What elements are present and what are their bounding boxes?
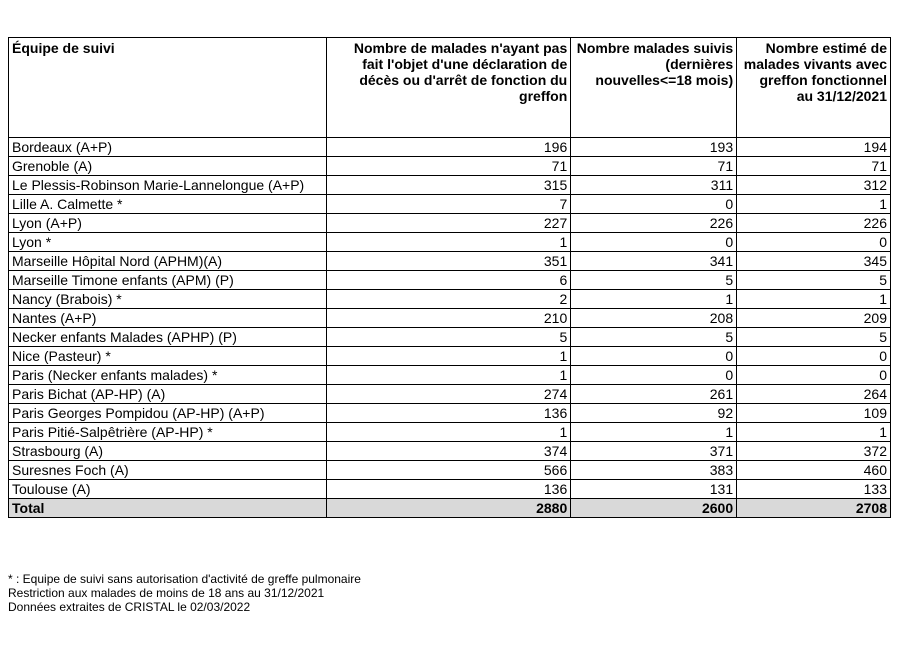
cell-estimated-alive: 312: [737, 176, 891, 195]
table-row: [9, 366, 891, 385]
follow-up-table: [8, 37, 891, 518]
table-row: [9, 347, 891, 366]
cell-estimated-alive: 1: [737, 423, 891, 442]
cell-estimated-alive: 460: [737, 461, 891, 480]
cell-team: Nice (Pasteur) *: [9, 347, 327, 366]
cell-not-declared: 1: [326, 366, 571, 385]
table-body: [9, 138, 891, 518]
table-row: [9, 423, 891, 442]
cell-estimated-alive: 0: [737, 347, 891, 366]
cell-team: Paris Georges Pompidou (AP-HP) (A+P): [9, 404, 327, 423]
cell-team: Paris (Necker enfants malades) *: [9, 366, 327, 385]
cell-team: Paris Pitié-Salpêtrière (AP-HP) *: [9, 423, 327, 442]
cell-team: Suresnes Foch (A): [9, 461, 327, 480]
cell-estimated-alive: 194: [737, 138, 891, 157]
cell-not-declared: 351: [326, 252, 571, 271]
cell-estimated-alive: 0: [737, 366, 891, 385]
cell-not-declared: 2880: [326, 499, 571, 518]
cell-team: Strasbourg (A): [9, 442, 327, 461]
cell-followed: 5: [571, 328, 737, 347]
cell-estimated-alive: 0: [737, 233, 891, 252]
table-row: [9, 176, 891, 195]
footnotes: [8, 572, 361, 614]
cell-not-declared: 196: [326, 138, 571, 157]
cell-not-declared: 315: [326, 176, 571, 195]
cell-not-declared: 227: [326, 214, 571, 233]
table-row: [9, 404, 891, 423]
cell-followed: 71: [571, 157, 737, 176]
cell-team: Lyon (A+P): [9, 214, 327, 233]
cell-not-declared: 1: [326, 347, 571, 366]
cell-not-declared: 5: [326, 328, 571, 347]
cell-not-declared: 210: [326, 309, 571, 328]
cell-not-declared: 1: [326, 423, 571, 442]
table-row: [9, 195, 891, 214]
cell-not-declared: 1: [326, 233, 571, 252]
table-row: [9, 328, 891, 347]
total-row: [9, 499, 891, 518]
cell-not-declared: 7: [326, 195, 571, 214]
table-row: [9, 138, 891, 157]
table-row: [9, 252, 891, 271]
cell-estimated-alive: 1: [737, 195, 891, 214]
cell-followed: 0: [571, 366, 737, 385]
cell-estimated-alive: 209: [737, 309, 891, 328]
cell-followed: 383: [571, 461, 737, 480]
cell-team: Paris Bichat (AP-HP) (A): [9, 385, 327, 404]
cell-team: Total: [9, 499, 327, 518]
cell-estimated-alive: 372: [737, 442, 891, 461]
cell-estimated-alive: 5: [737, 328, 891, 347]
cell-followed: 193: [571, 138, 737, 157]
cell-not-declared: 136: [326, 404, 571, 423]
cell-followed: 0: [571, 195, 737, 214]
cell-followed: 92: [571, 404, 737, 423]
table-row: [9, 480, 891, 499]
cell-not-declared: 374: [326, 442, 571, 461]
cell-estimated-alive: 71: [737, 157, 891, 176]
cell-followed: 226: [571, 214, 737, 233]
cell-estimated-alive: 226: [737, 214, 891, 233]
cell-not-declared: 566: [326, 461, 571, 480]
cell-team: Marseille Timone enfants (APM) (P): [9, 271, 327, 290]
header-followed: Nombre malades suivis (dernières nouvelles<=18 mois): [571, 38, 737, 138]
cell-team: Nancy (Brabois) *: [9, 290, 327, 309]
cell-followed: 5: [571, 271, 737, 290]
table-row: [9, 385, 891, 404]
cell-team: Bordeaux (A+P): [9, 138, 327, 157]
cell-followed: 261: [571, 385, 737, 404]
cell-not-declared: 6: [326, 271, 571, 290]
cell-estimated-alive: 133: [737, 480, 891, 499]
table-row: [9, 157, 891, 176]
cell-estimated-alive: 345: [737, 252, 891, 271]
cell-not-declared: 274: [326, 385, 571, 404]
cell-estimated-alive: 109: [737, 404, 891, 423]
cell-estimated-alive: 5: [737, 271, 891, 290]
cell-team: Necker enfants Malades (APHP) (P): [9, 328, 327, 347]
footnote-asterisk: * : Equipe de suivi sans autorisation d'activité de greffe pulmonaire: [8, 572, 361, 586]
cell-followed: 2600: [571, 499, 737, 518]
cell-team: Toulouse (A): [9, 480, 327, 499]
table-row: [9, 442, 891, 461]
table-row: [9, 233, 891, 252]
cell-followed: 341: [571, 252, 737, 271]
cell-followed: 208: [571, 309, 737, 328]
cell-followed: 131: [571, 480, 737, 499]
header-estimated-alive: Nombre estimé de malades vivants avec greffon fonctionnel au 31/12/2021: [737, 38, 891, 138]
cell-followed: 311: [571, 176, 737, 195]
table-row: [9, 214, 891, 233]
table-row: [9, 309, 891, 328]
header-team: Équipe de suivi: [9, 38, 327, 138]
footnote-restriction: Restriction aux malades de moins de 18 ans au 31/12/2021: [8, 586, 325, 600]
table-row: [9, 271, 891, 290]
cell-team: Nantes (A+P): [9, 309, 327, 328]
table-row: [9, 461, 891, 480]
cell-team: Le Plessis-Robinson Marie-Lannelongue (A+P): [9, 176, 327, 195]
header-not-declared: Nombre de malades n'ayant pas fait l'objet d'une déclaration de décès ou d'arrêt de fonction du greffon: [326, 38, 571, 138]
cell-followed: 0: [571, 233, 737, 252]
cell-team: Lyon *: [9, 233, 327, 252]
cell-not-declared: 71: [326, 157, 571, 176]
cell-followed: 1: [571, 423, 737, 442]
footnote-source: Données extraites de CRISTAL le 02/03/2022: [8, 600, 251, 614]
cell-estimated-alive: 1: [737, 290, 891, 309]
cell-followed: 1: [571, 290, 737, 309]
table-header-row: [9, 38, 891, 138]
data-table-container: [8, 37, 891, 518]
cell-not-declared: 2: [326, 290, 571, 309]
cell-estimated-alive: 264: [737, 385, 891, 404]
cell-estimated-alive: 2708: [737, 499, 891, 518]
cell-followed: 371: [571, 442, 737, 461]
cell-team: Marseille Hôpital Nord (APHM)(A): [9, 252, 327, 271]
cell-not-declared: 136: [326, 480, 571, 499]
cell-followed: 0: [571, 347, 737, 366]
cell-team: Lille A. Calmette *: [9, 195, 327, 214]
cell-team: Grenoble (A): [9, 157, 327, 176]
table-row: [9, 290, 891, 309]
